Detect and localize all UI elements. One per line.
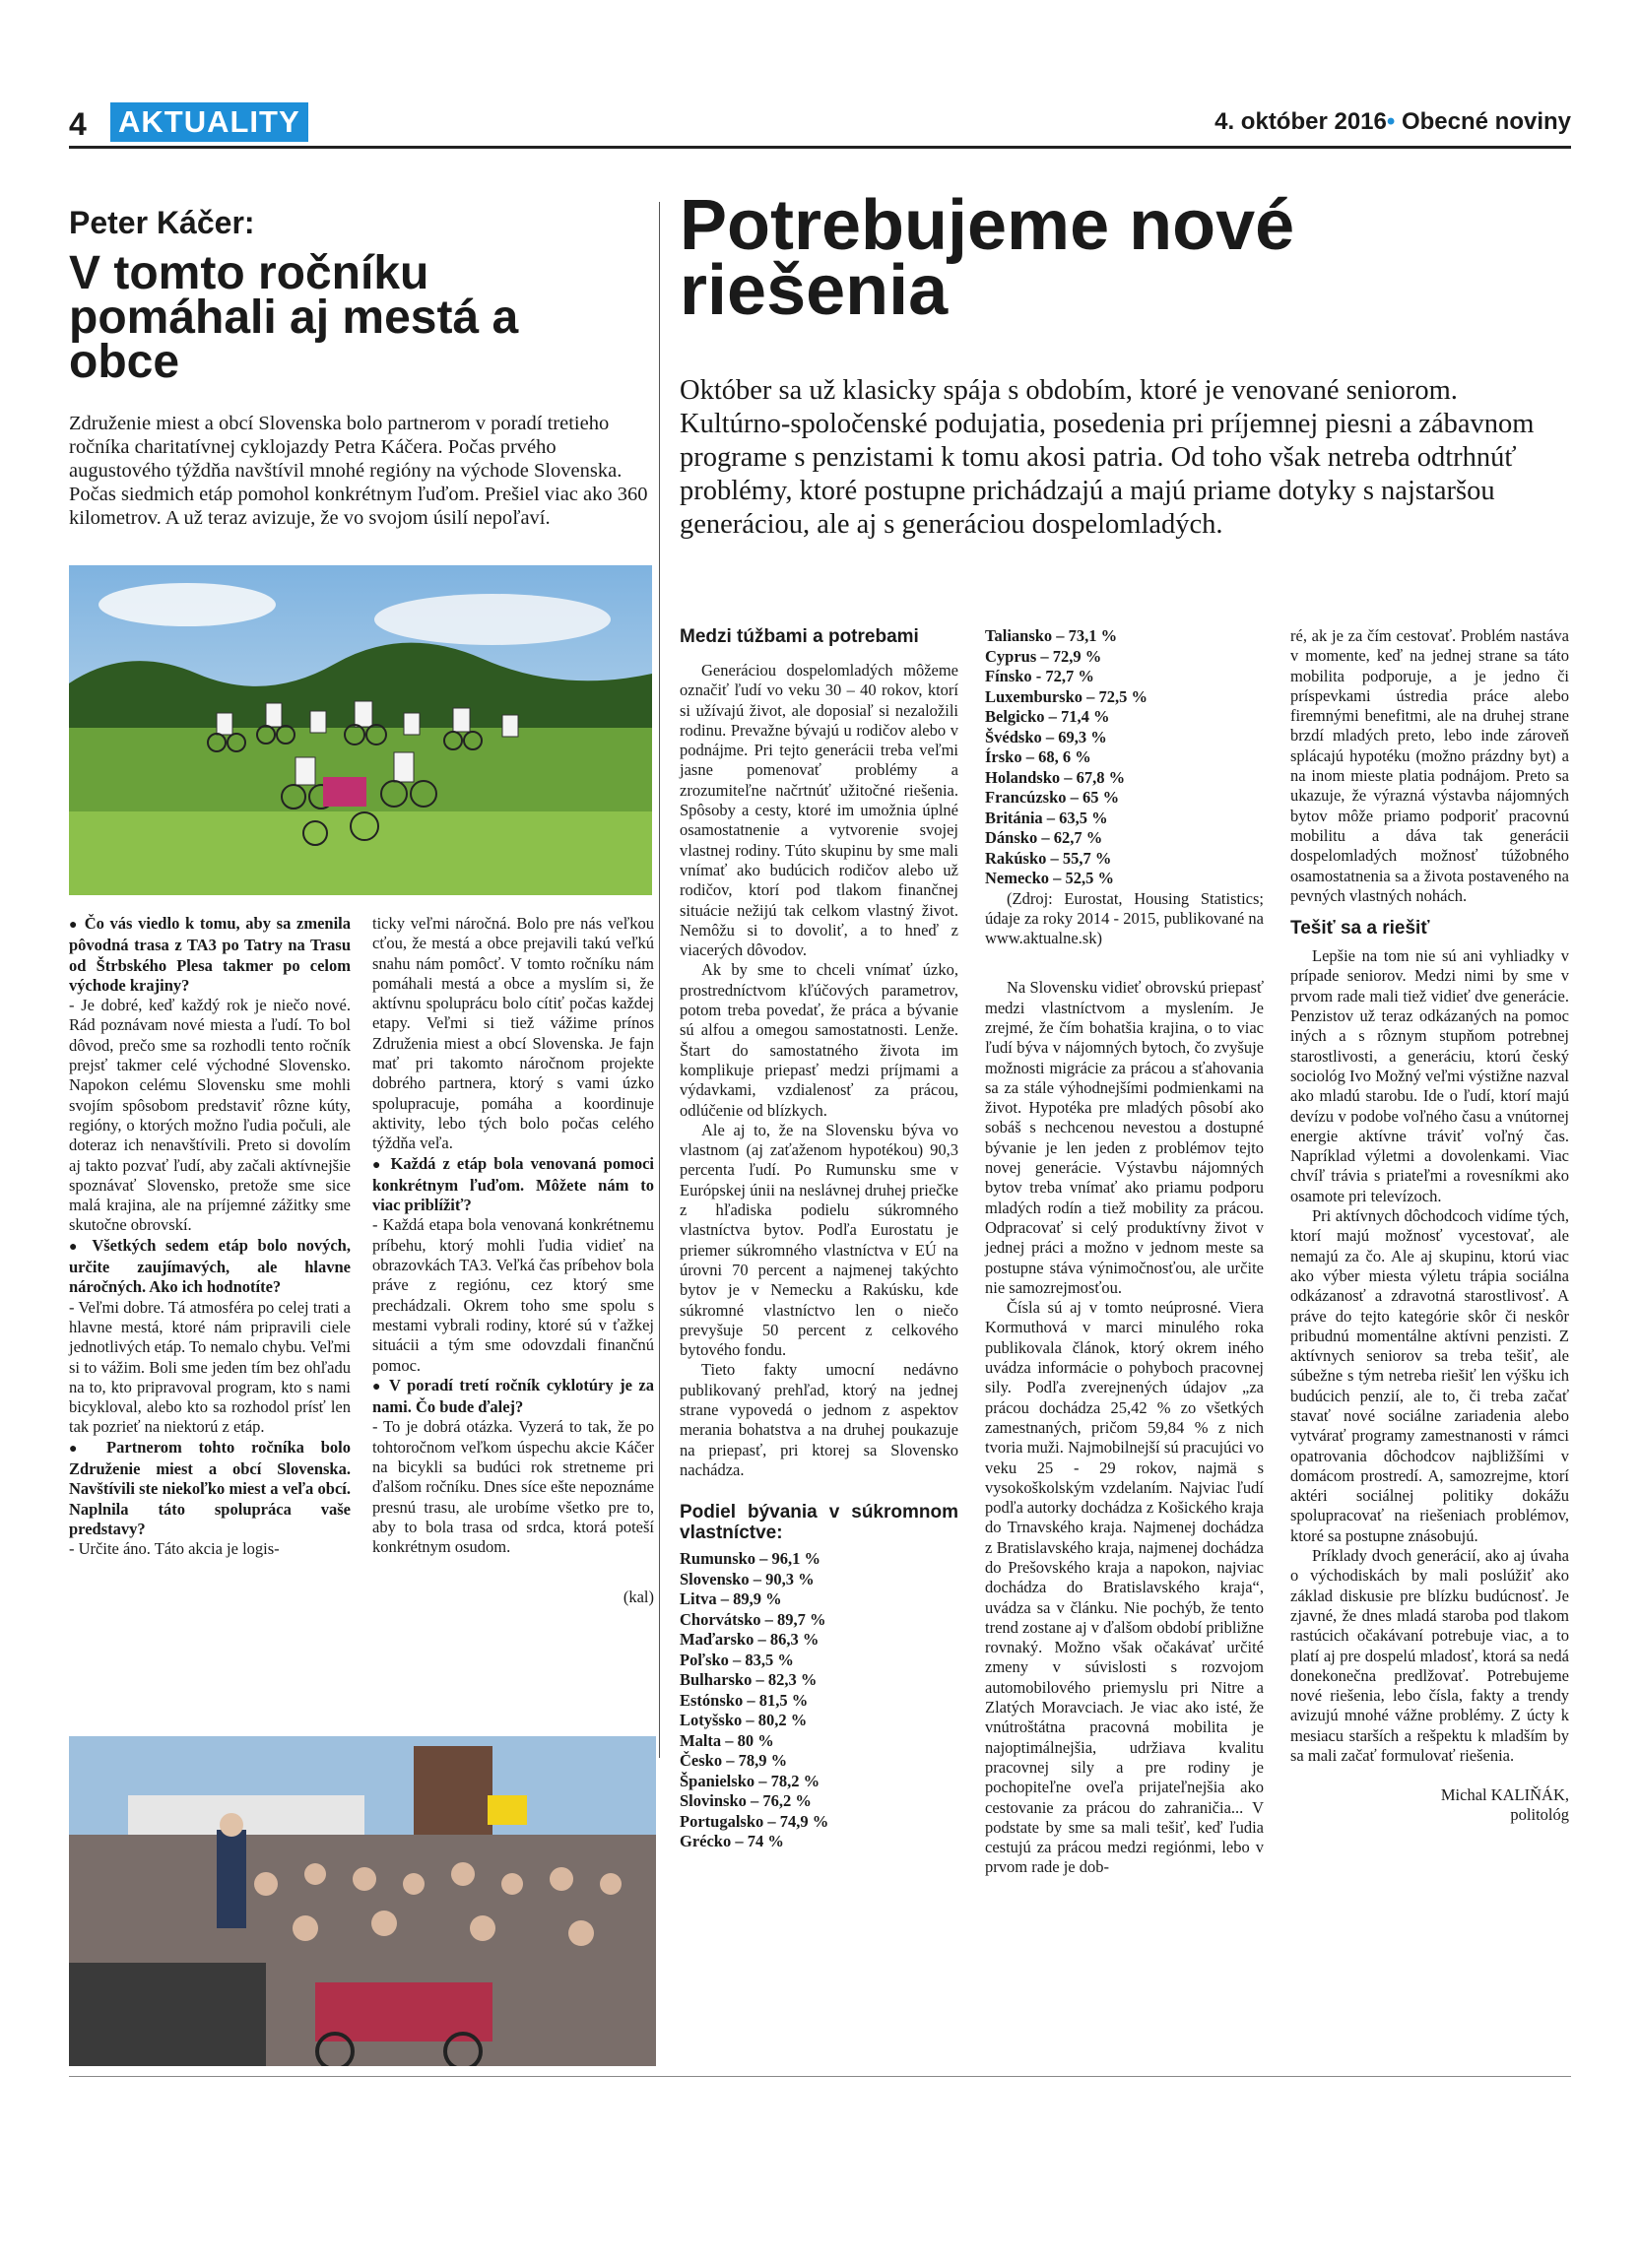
author-name: Michal KALIŇÁK,	[1440, 1785, 1569, 1805]
article-column-3	[1290, 626, 1569, 1825]
bottom-rule	[69, 2076, 1571, 2077]
stat-item: Bulharsko – 82,3 %	[680, 1670, 818, 1690]
question-text: Partnerom tohto ročníka bolo Združenie miest a obcí Slovenska. Navštívili ste niekoľko miest a veľa obcí. Naplnila táto spolupráca vaše predstavy?	[69, 1437, 351, 1538]
stat-item: Nemecko – 52,5 %	[985, 869, 1115, 887]
paragraph: Ak by sme to chceli vnímať úzko, prostredníctvom kľúčových parametrov, potom treba povedať, že práca a bývanie sú alfou a omegou samostatnosti. Lenže. Štart do samostatného života im komplikuje priepasť medzi príjmami a výdavkami, vzdialenosť za prácou, odlúčenie od blízkych.	[680, 960, 958, 1120]
question-text: Čo vás viedlo k tomu, aby sa zmenila pôvodná trasa z TA3 po Tatry na Trasu od Štrbského Plesa takmer po celom východe krajiny?	[69, 914, 351, 995]
left-perex: Združenie miest a obcí Slovenska bolo partnerom v poradí tretieho ročníka charitatívnej cyklojazdy Petra Káčera. Počas prvého augustového týždňa navštívil mnohé regióny na východe Slovenska. Počas siedmich etáp pomohol konkrétnym ľuďom. Prešiel viac ako 360 kilometrov. A už teraz avizuje, že vo svojom úsilí nepoľaví.	[69, 413, 648, 529]
paragraph: Ale aj to, že na Slovensku býva vo vlastnom (aj zaťaženom hypotékou) 90,3 percenta ľudí. Po Rumunsku sme v Európskej únii na neslávnej druhej priečke z hľadiska podielu súkromného vlastníctva bytov. Podľa Eurostatu je priemer súkromného vlastníctva v EÚ na úrovni 70 percent a najmenej takýchto bytov je v Nemecku a Rakúsku, kde súkromné vlastníctvo len o niečo prevyšuje 50 percent z celkového bytového fondu.	[680, 1120, 958, 1360]
main-headline-line1: Potrebujeme nové	[680, 186, 1295, 265]
separator-dot: •	[1386, 108, 1396, 135]
bullet-icon: ●	[69, 918, 80, 933]
question-text: V poradí tretí ročník cyklotúry je za nami. Čo bude ďalej?	[372, 1375, 655, 1417]
stat-item: Luxembursko – 72,5 %	[985, 686, 1148, 706]
stat-item: Taliansko – 73,1 %	[985, 626, 1118, 645]
stat-item: Maďarsko – 86,3 %	[680, 1630, 820, 1650]
stat-item: Portugalsko – 74,9 %	[680, 1811, 829, 1831]
column-divider	[659, 202, 660, 1758]
article-column-1	[680, 626, 958, 1852]
signature: (kal)	[623, 1587, 654, 1606]
stat-item: Česko – 78,9 %	[680, 1751, 788, 1771]
main-lead: Október sa už klasicky spája s obdobím, ktoré je venované seniorom. Kultúrno-spoločenské podujatia, posedenia pri príjemnej piesni a zábavnom programe s penzistami k tomu akosi patria. Od toho však netreba odtrhnúť problémy, ktoré postupne prichádzajú a majú priame dotyky s najstaršou generáciou, ale aj s generáciou dospelomladých.	[680, 375, 1535, 540]
paragraph: Lepšie na tom nie sú ani vyhliadky v prípade seniorov. Medzi nimi by sme v prvom rade mali tiež vidieť dve generácie. Penzistov už teraz odkázaných na pomoc iných a s rôznym stupňom potrebnej starostlivosti, a generáciu, ktorú český sociológ Ivo Možný veľmi výstižne nazval ako mladú starobu. Ide o ľudí, ktorí majú devízu v podobe voľného času a vnútornej energie aktívne tráviť voľný čas. Napríklad výletmi a dovolenkami. Viac chvíľ trávia s priateľmi a rovesníkmi ako osamote pri televízoch.	[1290, 946, 1570, 1205]
stat-item: Estónsko – 81,5 %	[680, 1690, 809, 1710]
main-headline-line2: riešenia	[680, 251, 949, 330]
date-text: 4. október 2016	[1214, 108, 1387, 135]
question-text: Všetkých sedem etáp bolo nových, určite zaujímavých, ale hlavne náročných. Ako ich hodnotíte?	[69, 1235, 351, 1297]
paragraph: Pri aktívnych dôchodcoch vidíme tých, ktorí majú možnosť vycestovať, ale nemajú za čo. Ale aj skupinu, ktorú viac ako výber miesta výletu trápia sociálna odkázanosť a zdravotná starostlivosť. A práve do tejto kategórie skôr či neskôr pribudnú momentálne aktívni penzisti. Z aktívnych seniorov sa treba tešiť, ale súbežne s tým netreba riešiť len výšku ich budúcich penzií, ale to, či treba začať stavať nové sociálne zariadenia alebo vytvárať programy zamestnanosti v rámci opatrovania dôchodcov najbližšími v domácom prostredí. A, samozrejme, ktorí aktéri sociálnej politiky dokážu spolupracovať na riešeniach problémov, ktoré sa postupne znásobujú.	[1290, 1206, 1569, 1545]
author-role: politológ	[1510, 1805, 1569, 1825]
stat-item: Cyprus – 72,9 %	[985, 646, 1102, 666]
bullet-icon: ●	[69, 1239, 83, 1255]
subhead: Tešiť sa a riešiť	[1290, 918, 1430, 940]
question	[69, 1236, 351, 1298]
question	[69, 914, 351, 996]
main-headline	[680, 186, 1295, 330]
question-text: Každá z etáp bola venovaná pomoci konkrétnym ľuďom. Môžete nám to viac priblížiť?	[372, 1153, 654, 1215]
answer: - Veľmi dobre. Tá atmosféra po celej trati a hlavne mestá, ktoré nám pripravili ciele jednotlivých etáp. To nemalo chybu. Veľmi si to vážim. Boli sme jeden tím bez ohľadu na to, kto pripravoval program, kto s nami bicykloval, alebo kto sa rozhodol prísť len tak pozrieť na niektorú z etáp.	[69, 1297, 351, 1437]
stat-item: Holandsko – 67,8 %	[985, 767, 1126, 787]
paragraph: Tieto fakty umocní nedávno publikovaný prehľad, ktorý na jednej strane vypovedá o jednom z aspektov merania bohatstva a na druhej poukazuje na priepasť, pri ktorej sa Slovensko nachádza.	[680, 1360, 958, 1479]
stat-item: Španielsko – 78,2 %	[680, 1771, 820, 1790]
answer: - To je dobrá otázka. Vyzerá to tak, že po tohtoročnom veľkom úspechu akcie Káčer na bicykli sa budúci rok stretneme pri ďalšom ročníku. Dnes síce ešte nepoznáme presnú trasu, ale urobíme všetko pre to, aby to bola trasa od srdca, ktorá poteší konkrétnym osudom.	[372, 1417, 654, 1557]
stats-subhead: Podiel bývania v súkromnom vlastníctve:	[680, 1502, 958, 1544]
left-kicker: Peter Káčer:	[69, 205, 255, 240]
answer: - Každá etapa bola venovaná konkrétnemu príbehu, ktorý mohli ľudia vidieť na obrazovkách TA3. Veľká čas príbehov bola práve z regiónu, cez ktorý sme prechádzali. Okrem toho sme spolu s mestami vybrali rodiny, ktoré sú v ťažkej situácii a tým sme odovzdali finančnú pomoc.	[372, 1215, 654, 1375]
question	[372, 1376, 654, 1418]
stat-item: Slovensko – 90,3 %	[680, 1569, 815, 1588]
bullet-icon: ●	[69, 1441, 91, 1457]
stat-item: Poľsko – 83,5 %	[680, 1650, 794, 1669]
interview-column-2	[372, 914, 654, 1607]
bullet-icon: ●	[372, 1157, 384, 1173]
stat-item: Švédsko – 69,3 %	[985, 727, 1107, 746]
page-number: 4	[69, 106, 87, 142]
stat-item: Chorvátsko – 89,7 %	[680, 1609, 826, 1629]
stat-item: Írsko – 68, 6 %	[985, 747, 1091, 766]
question	[69, 1438, 351, 1539]
paragraph: ré, ak je za čím cestovať. Problém nastáva v momente, keď na jednej strane sa táto mobilita podporuje, a je jedno či príspevkami ústredia práce alebo firemnými benefitmi, ale na druhej strane brzdí mladých preto, lebo inde zároveň splácajú hypotéku (možno prázdny byt) a na inom mieste platia podnájom. Preto sa ukazuje, že výrazná výstavba nájomných bytov môže priamo podporiť pracovnú mobilitu a dáva tak generácii dospelomladých možnosť túžobného osamostatnenia sa a života postaveného na pevných vlastných nohách.	[1290, 626, 1569, 905]
publication-name: Obecné noviny	[1401, 108, 1571, 135]
cyclists-photo	[69, 565, 652, 895]
stat-item: Lotyšsko – 80,2 %	[680, 1711, 808, 1730]
issue-date	[1214, 108, 1571, 136]
stat-item: Malta – 80 %	[680, 1730, 774, 1750]
stat-item: Litva – 89,9 %	[680, 1589, 782, 1609]
stat-item: Rumunsko – 96,1 %	[680, 1549, 821, 1569]
interview-column-1	[69, 914, 351, 1560]
article-column-2	[985, 626, 1264, 1878]
left-headline: V tomto ročníku pomáhali aj mestá a obce	[69, 247, 519, 388]
stat-item: Dánsko – 62,7 %	[985, 828, 1103, 847]
paragraph: Čísla sú aj v tomto neúprosné. Viera Kormuthová v marci minulého roka publikovala článok, ktorý okrem iného uvádza informácie o pohyboch pracovnej sily. Podľa zverejnených údajov „za prácou dochádza 25,42 % zo všetkých zamestnaných, pričom 59,84 % z nich tvoria muži. Najmobilnejší sú pracujúci vo veku 25 - 29 rokov, najmä s vysokoškolským vzdelaním. Najviac ľudí podľa autorky dochádza z Košického kraja do Trnavského kraja. Najmenej dochádza z Bratislavského kraja, najmenej dochádza do Prešovského kraja a napokon, najviac dochádza do Bratislavského kraja“, uvádza sa v článku. Nie pochýb, že tento trend zostane aj v ďalšom období približne rovnaký. Možno však očakávať určité zmeny v súvislosti s rozvojom automobilového priemyslu pri Nitre a Zlatých Moravciach. Je viac ako isté, že vnútroštátna pracovná mobilita je najoptimálnejšia, udržiava kvalitu pracovnej sily a pre rodiny je pochopiteľne oveľa prijateľnejšia ako cestovanie za prácou do zahraničia... V podstate by sme sa mali tešiť, keď ľudia cestujú za prácou medzi regiónmi, lebo v prvom rade je dob-	[985, 1298, 1264, 1877]
stats-list-a	[680, 1549, 958, 1852]
stat-item: Slovinsko – 76,2 %	[680, 1791, 812, 1811]
answer: - Určite áno. Táto akcia je logis-	[69, 1539, 280, 1559]
paragraph: Na Slovensku vidieť obrovskú priepasť medzi vlastníctvom a myslením. Je zrejmé, že čím bohatšia krajina, o to viac ľudí býva v nájomných bytoch, čo zvyšuje možnosti migrácie za prácou a sťahovania sa za stále výhodnejšími podmienkami na život. Hypotéka pre mladých pôsobí ako sobáš s nechcenou nevestou a dostupné bývanie je len jeden z problémov tejto novej generácie. Výstavbu nájomných bytov treba vnímať ako priamu podporu mladých rodín a tiež mobility za prácou. Odpracovať si celý produktívny život v jednej práci a možno v jednom meste sa postupne stáva výnimočnosťou, ale určite nie samozrejmosťou.	[985, 978, 1264, 1297]
stats-list-b	[985, 626, 1264, 889]
stat-item: Grécko – 74 %	[680, 1832, 784, 1851]
author-block	[1290, 1785, 1569, 1825]
question	[372, 1154, 654, 1216]
answer: ticky veľmi náročná. Bolo pre nás veľkou cťou, že mestá a obce prejavili takú veľkú snahu nám pomôcť. V tomto ročníku nám pomáhali mestá a obce a myslím si, že aktívnu spoluprácu bolo cítiť počas každej etapy. Veľmi si tiež vážime prínos Združenia miest a obcí Slovenska. Je fajn mať pri takomto náročnom projekte dobrého partnera, ktorý s vami úzko spolupracuje, pomáha a koordinuje aktivity, lebo tých bolo počas celého týždňa veľa.	[372, 914, 654, 1153]
stats-source: (Zdroj: Eurostat, Housing Statistics; údaje za roky 2014 - 2015, publikované na www.aktualne.sk)	[985, 888, 1264, 948]
stat-item: Británia – 63,5 %	[985, 808, 1108, 827]
paragraph: Príklady dvoch generácií, ako aj úvaha o východiskách by mali poslúžiť ako základ diskusie pre blízku budúcnosť. Je zjavné, že dnes mladá staroba pod tlakom rastúcich očakávaní potrebuje viac, a to platí aj pre dospelú mladosť, ktorá sa nedá donekonečna predlžovať. Potrebujeme nové riešenia, lebo čísla, fakty a trendy avizujú mnohé vážne problémy. Z úcty k mesiacu starších a rešpektu k mladším by sa mali začať formulovať riešenia.	[1290, 1546, 1569, 1766]
stat-item: Belgicko – 71,4 %	[985, 707, 1110, 726]
section-label: AKTUALITY	[110, 102, 308, 142]
answer: - Je dobré, keď každý rok je niečo nové. Rád poznávam nové miesta a ľudí. To bol dôvod, prečo sme sa rozhodli tento ročník prejsť takmer celé východné Slovensko. Napokon celému Slovensku sme mohli svojím spôsobom predstaviť rôzne kúty, regióny, o ktorých možno ľudia počuli, ale doteraz ich nenavštívili. Preto si dovolím aj takto pozvať ľudí, aby začali aktívnejšie spoznávať Slovensko, pretože sme sice malá krajina, ale na príjemné zážitky sme skutočne obrovskí.	[69, 996, 351, 1235]
header-rule	[69, 146, 1571, 149]
paragraph: Generáciou dospelomladých môžeme označiť ľudí vo veku 30 – 40 rokov, ktorí si užívajú život, ale doposiaľ si nezaložili rodinu. Prevažne bývajú u rodičov alebo v podnájme. Pri tejto generácii treba veľmi jasne pomenovať problémy a zrozumiteľne načrtnúť užitočné riešenia. Spôsoby a cesty, ktoré im umožnia úplné osamostatnenie a vytvorenie svojej vlastnej rodiny. Túto skupinu by sme mali vnímať ako budúcich rodičov alebo už rodičov, ktorí pod tlakom finančnej situácie nežijú tak celkom vlastný život. Nemôžu si to dovoliť, a to hneď z viacerých dôvodov.	[680, 661, 958, 960]
stat-item: Francúzsko – 65 %	[985, 788, 1120, 807]
crowd-photo	[69, 1736, 656, 2066]
stat-item: Rakúsko – 55,7 %	[985, 848, 1112, 868]
subhead: Medzi túžbami a potrebami	[680, 626, 919, 647]
bullet-icon: ●	[372, 1379, 383, 1394]
stat-item: Fínsko - 72,7 %	[985, 667, 1094, 685]
